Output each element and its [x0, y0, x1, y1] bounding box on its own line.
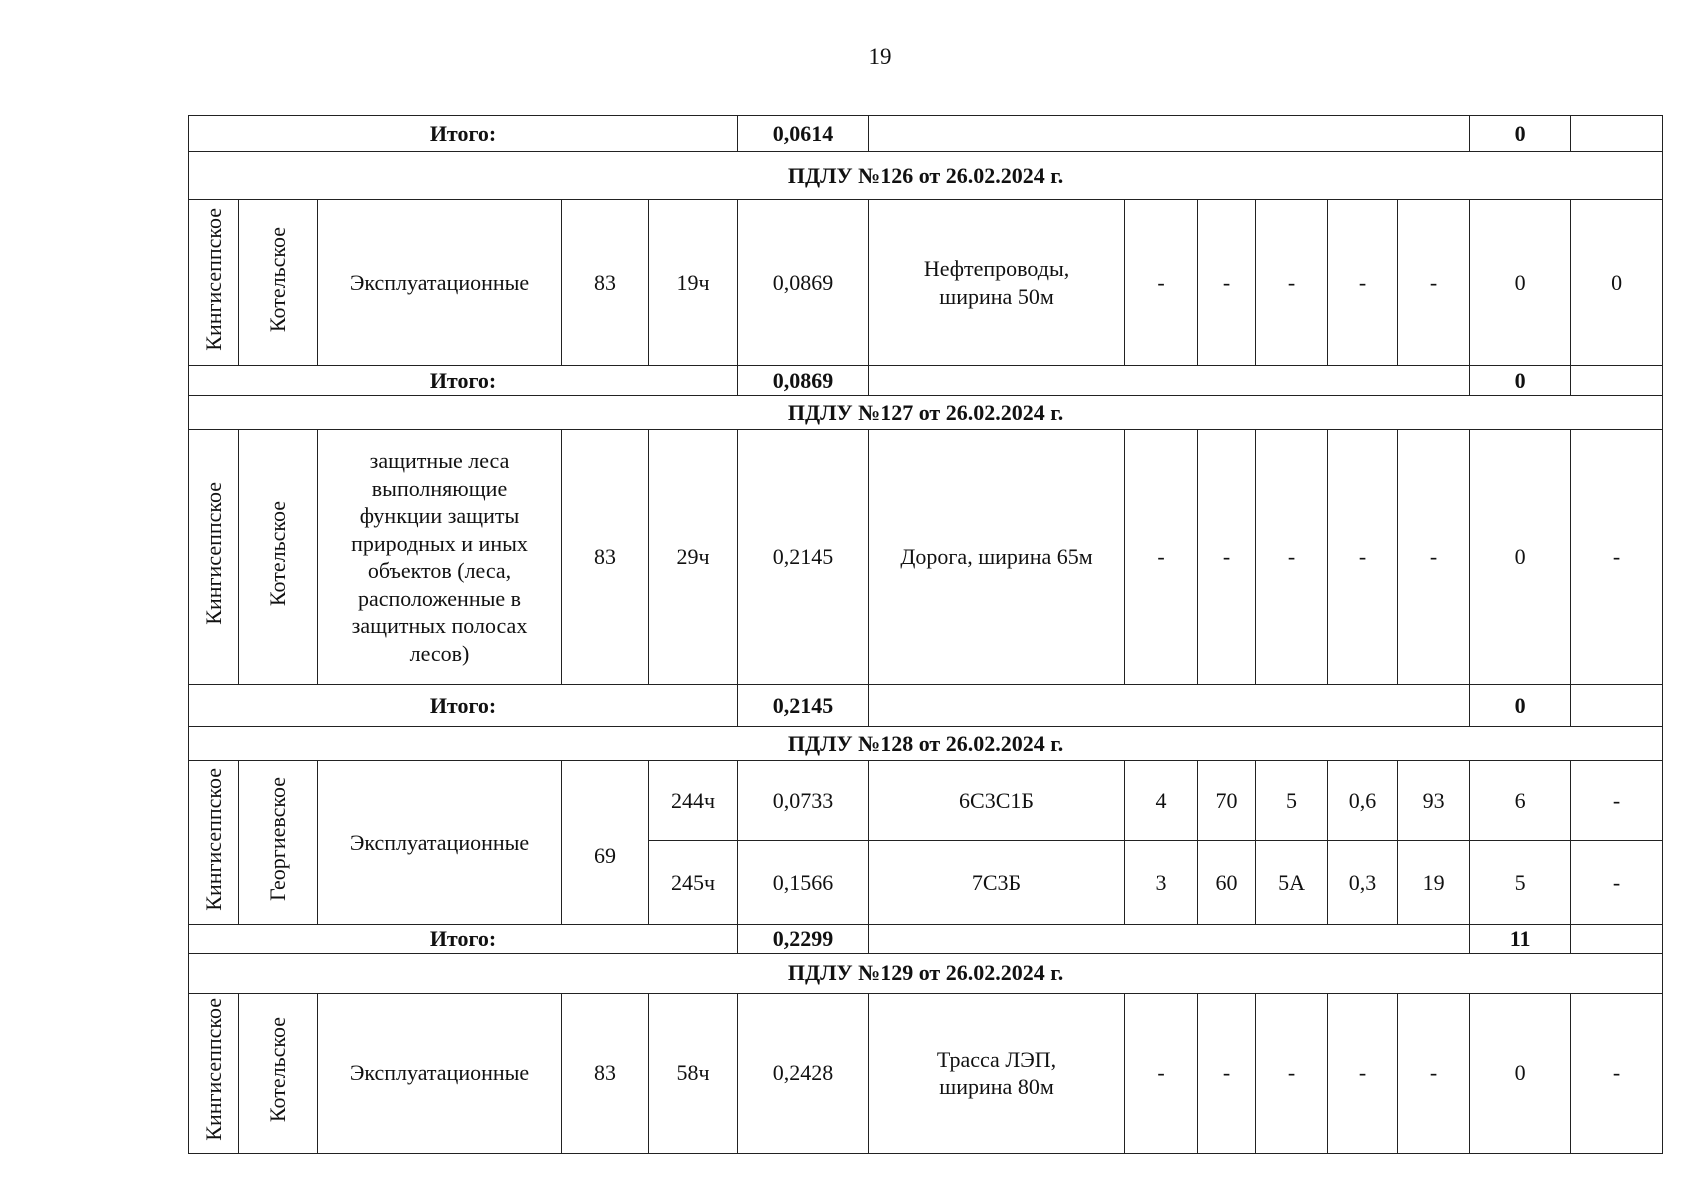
total-volume: 11: [1470, 925, 1571, 954]
district-name: Кингисеппское: [200, 767, 226, 911]
section-title-row: [189, 396, 1663, 430]
section-title-row: [189, 953, 1663, 993]
quarter-number: 83: [562, 993, 649, 1153]
table-row: [189, 430, 1663, 685]
total-label: Итого:: [189, 925, 738, 954]
total-volume: 0: [1470, 116, 1571, 152]
last-value: -: [1571, 841, 1663, 925]
plot-number: 244ч: [649, 761, 738, 841]
purpose: Нефтепроводы, ширина 50м: [869, 200, 1125, 366]
district-name: Кингисеппское: [200, 998, 226, 1142]
section-title-row: [189, 152, 1663, 200]
page-number: 19: [868, 44, 892, 69]
last-value: 0: [1571, 200, 1663, 366]
section-title: ПДЛУ №128 от 26.02.2024 г.: [189, 727, 1663, 761]
quarter-number: 83: [562, 200, 649, 366]
cell-value: 19: [1398, 841, 1470, 925]
volume-value: 0: [1470, 200, 1571, 366]
total-area: 0,2145: [738, 685, 869, 727]
cell-value: -: [1198, 993, 1256, 1153]
cell-value: 5: [1256, 761, 1328, 841]
forest-category: Эксплуатационные: [318, 200, 562, 366]
cell-value: 60: [1198, 841, 1256, 925]
plot-number: 58ч: [649, 993, 738, 1153]
plot-number: 245ч: [649, 841, 738, 925]
forest-category: Эксплуатационные: [318, 761, 562, 925]
purpose: 7С3Б: [869, 841, 1125, 925]
section-title: ПДЛУ №126 от 26.02.2024 г.: [189, 152, 1663, 200]
purpose: Трасса ЛЭП, ширина 80м: [869, 993, 1125, 1153]
total-area: 0,2299: [738, 925, 869, 954]
total-label: Итого:: [189, 366, 738, 396]
area-value: 0,2428: [738, 993, 869, 1153]
total-label: Итого:: [189, 116, 738, 152]
total-row: [189, 925, 1663, 954]
volume-value: 0: [1470, 993, 1571, 1153]
logging-sites-table: [188, 115, 1663, 1154]
total-row: [189, 366, 1663, 396]
total-row: [189, 116, 1663, 152]
cell-value: -: [1125, 430, 1198, 685]
total-label: Итого:: [189, 685, 738, 727]
forestry-name: Котельское: [265, 226, 291, 332]
cell-value: 0,6: [1328, 761, 1398, 841]
cell-value: -: [1256, 200, 1328, 366]
cell-value: -: [1256, 993, 1328, 1153]
quarter-number: 83: [562, 430, 649, 685]
purpose: Дорога, ширина 65м: [869, 430, 1125, 685]
volume-value: 6: [1470, 761, 1571, 841]
section-title: ПДЛУ №129 от 26.02.2024 г.: [189, 953, 1663, 993]
cell-value: 70: [1198, 761, 1256, 841]
total-volume: 0: [1470, 366, 1571, 396]
cell-value: -: [1125, 993, 1198, 1153]
last-value: -: [1571, 761, 1663, 841]
quarter-number: 69: [562, 761, 649, 925]
cell-value: -: [1198, 200, 1256, 366]
purpose: 6С3С1Б: [869, 761, 1125, 841]
district-name: Кингисеппское: [200, 482, 226, 626]
plot-number: 19ч: [649, 200, 738, 366]
forestry-name: Георгиевское: [265, 777, 291, 902]
section-title-row: [189, 727, 1663, 761]
total-area: 0,0869: [738, 366, 869, 396]
plot-number: 29ч: [649, 430, 738, 685]
cell-value: 3: [1125, 841, 1198, 925]
cell-value: -: [1256, 430, 1328, 685]
area-value: 0,0869: [738, 200, 869, 366]
forest-category: защитные леса выполняющие функции защиты природных и иных объектов (леса, расположенные в защитных полосах лесов): [318, 430, 562, 685]
cell-value: -: [1398, 200, 1470, 366]
forest-category: Эксплуатационные: [318, 993, 562, 1153]
volume-value: 0: [1470, 430, 1571, 685]
area-value: 0,2145: [738, 430, 869, 685]
total-volume: 0: [1470, 685, 1571, 727]
section-title: ПДЛУ №127 от 26.02.2024 г.: [189, 396, 1663, 430]
cell-value: 4: [1125, 761, 1198, 841]
table-row: [189, 200, 1663, 366]
cell-value: -: [1398, 430, 1470, 685]
cell-value: -: [1198, 430, 1256, 685]
area-value: 0,0733: [738, 761, 869, 841]
cell-value: -: [1398, 993, 1470, 1153]
cell-value: 5А: [1256, 841, 1328, 925]
table-row: [189, 761, 1663, 841]
cell-value: -: [1328, 993, 1398, 1153]
forestry-name: Котельское: [265, 501, 291, 607]
cell-value: -: [1328, 430, 1398, 685]
cell-value: 93: [1398, 761, 1470, 841]
total-area: 0,0614: [738, 116, 869, 152]
volume-value: 5: [1470, 841, 1571, 925]
last-value: -: [1571, 430, 1663, 685]
last-value: -: [1571, 993, 1663, 1153]
forestry-name: Котельское: [265, 1017, 291, 1123]
area-value: 0,1566: [738, 841, 869, 925]
district-name: Кингисеппское: [200, 207, 226, 351]
cell-value: 0,3: [1328, 841, 1398, 925]
table-row: [189, 993, 1663, 1153]
total-row: [189, 685, 1663, 727]
cell-value: -: [1328, 200, 1398, 366]
cell-value: -: [1125, 200, 1198, 366]
